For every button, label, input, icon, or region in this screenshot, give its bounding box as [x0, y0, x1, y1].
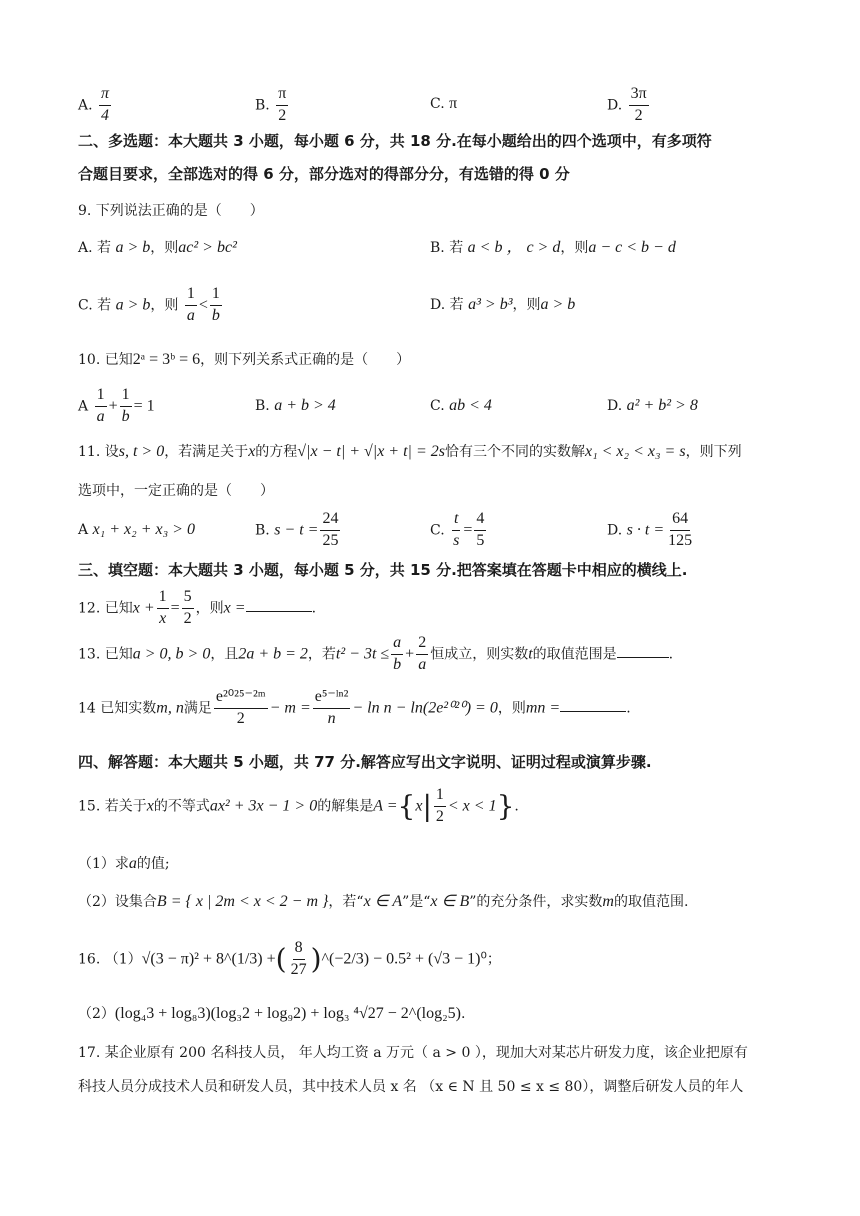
q11-option-c: C. $\frac{t}{s}$ = $\frac{4}{5}$ — [430, 510, 485, 549]
q9-option-b: B. 若 a < b ， c > d，则a − c < b − d — [430, 239, 676, 256]
q11-stem-line1: 11. 设s, t > 0，若满足关于x的方程√|x − t| + √|x + t| = 2s恰有三个不同的实数解x₁ < x₂ < x₃ = s，则下列 — [78, 443, 742, 460]
q11-option-a: A x₁ + x₂ + x₃ > 0 — [78, 521, 195, 538]
q10-option-d: D. a² + b² > 8 — [607, 397, 698, 414]
q8-option-a: A. $\frac{\pi}{4}$ — [78, 85, 110, 124]
q10-option-c: C. ab < 4 — [430, 397, 492, 414]
q10-option-b: B. a + b > 4 — [255, 397, 336, 414]
q15-stem: 15. 若关于x的不等式ax² + 3x − 1 > 0的解集是A ={x| $\frac{1}{2}$ < x < 1}. — [78, 786, 519, 825]
q17-line1: 17. 某企业原有 200 名科技人员， 年人均工资 a 万元（ a > 0 ），现加大对某芯片研发力度，该企业把原有 — [78, 1045, 748, 1061]
q13-answer-blank[interactable] — [617, 643, 669, 658]
section-2-heading-line2: 合题目要求，全部选对的得 6 分，部分选对的得部分分，有选错的得 0 分 — [78, 165, 570, 183]
section-3-heading: 三、填空题：本大题共 3 小题，每小题 5 分，共 15 分.把答案填在答题卡中相应的横线上. — [78, 561, 688, 579]
q12-answer-blank[interactable] — [246, 597, 312, 612]
q14: 14 已知实数m, n满足 $\frac{\text{e²⁰²⁵⁻²ᵐ}}{2}$ − m = $\frac{\text{e⁵⁻ˡⁿ²}}{n}$ − ln n − ln(2e²⁰²⁰) = 0，则mn = . — [78, 688, 631, 727]
q8-option-d: D. $\frac{3\pi}{2}$ — [607, 85, 647, 124]
section-4-heading: 四、解答题：本大题共 5 小题，共 77 分.解答应写出文字说明、证明过程或演算步骤. — [78, 753, 652, 771]
q16-part2: （2）(log₄3 + log₈3)(log₃2 + log₉2) + log₃ ⁴√27 − 2^(log₂5). — [78, 1005, 466, 1022]
q8-option-b: B. $\frac{\pi}{2}$ — [255, 85, 287, 124]
q8-option-c: C. π — [430, 95, 458, 112]
q9-option-d: D. 若 a³ > b³，则a > b — [430, 296, 576, 313]
q10-stem: 10. 已知2ᵃ = 3ᵇ = 6，则下列关系式正确的是（ ） — [78, 351, 411, 368]
section-2-heading-line1: 二、多选题：本大题共 3 小题，每小题 6 分，共 18 分.在每小题给出的四个选项中，有多项符 — [78, 132, 712, 150]
q9-option-c: C. 若 a > b，则 $\frac{1}{a}$ < $\frac{1}{b}$ — [78, 285, 220, 324]
q9-option-a: A. 若 a > b，则ac² > bc² — [78, 239, 237, 256]
q15-part1: （1）求a的值; — [78, 855, 170, 872]
q11-stem-line2: 选项中，一定正确的是（ ） — [78, 483, 274, 499]
q14-answer-blank[interactable] — [560, 697, 626, 712]
q10-option-a: A $\frac{1}{a}$ + $\frac{1}{b}$ = 1 — [78, 386, 155, 425]
q16-part1: 16. （1）√(3 − π)² + 8^(1/3) +( $\frac{8}{27}$ )^(−2/3) − 0.5² + (√3 − 1)⁰； — [78, 939, 501, 978]
q9-stem: 9. 下列说法正确的是（ ） — [78, 203, 264, 219]
q12: 12. 已知x + $\frac{1}{x}$ = $\frac{5}{2}$ ，则x = . — [78, 588, 317, 627]
q11-option-b: B. s − t = $\frac{24}{25}$ — [255, 510, 339, 549]
q11-option-d: D. s · t = $\frac{64}{125}$ — [607, 510, 693, 549]
q15-part2: （2）设集合B = { x | 2m < x < 2 − m }，若“x ∈ A”是“x ∈ B”的充分条件，求实数m的取值范围. — [78, 893, 689, 910]
q17-line2: 科技人员分成技术人员和研发人员，其中技术人员 x 名 （x ∈ N 且 50 ≤ x ≤ 80），调整后研发人员的年人 — [78, 1079, 744, 1095]
q13: 13. 已知a > 0, b > 0，且2a + b = 2，若t² − 3t ≤ $\frac{a}{b}$ + $\frac{2}{a}$ 恒成立，则实数t的取值范围是 . — [78, 634, 674, 673]
